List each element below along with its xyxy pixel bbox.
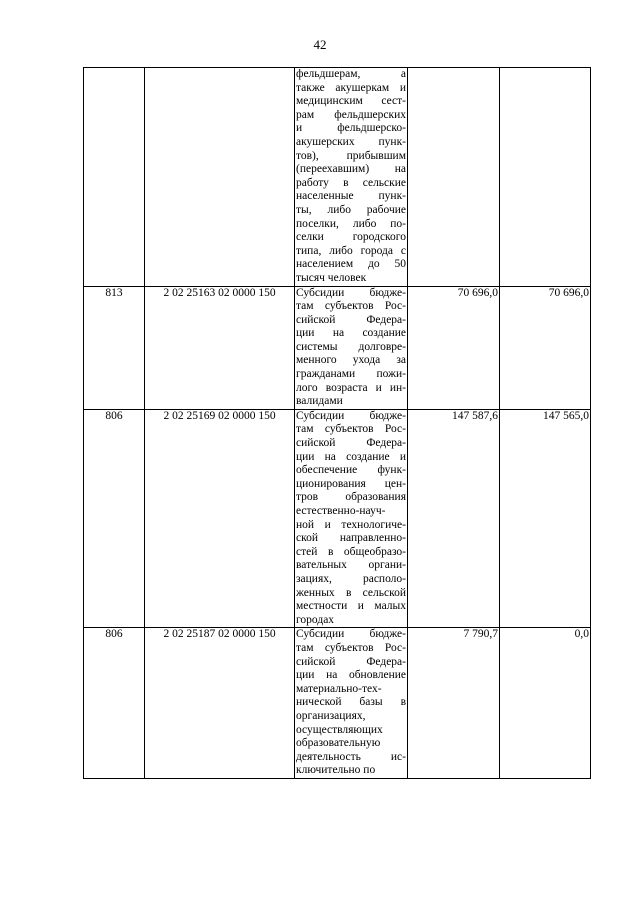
income-name-line: образовательную: [296, 737, 381, 750]
income-name-line: населением до 50: [296, 258, 406, 271]
income-name-line: обеспечение функ-: [296, 464, 406, 477]
income-name-cell: [295, 286, 408, 409]
income-name-line: поселки, либо по-: [296, 217, 406, 230]
income-name-line: населенные пунк-: [296, 190, 406, 203]
income-name-line: деятельность ис-: [296, 750, 406, 763]
amount-2-cell: 70 696,0: [500, 286, 591, 409]
admin-code-cell: 806: [84, 409, 145, 628]
admin-code-cell: [84, 68, 145, 287]
income-name-line: Субсидии бюдже-: [296, 628, 406, 641]
income-name-line: там субъектов Рос-: [296, 641, 406, 654]
income-name-line: естественно-науч-: [296, 505, 386, 517]
income-name-line: Субсидии бюдже-: [296, 286, 406, 299]
income-name-line: акушерских пунк-: [296, 135, 406, 148]
income-name-line: там субъектов Рос-: [296, 300, 406, 313]
income-name-line: гражданами пожи-: [296, 368, 406, 381]
income-name-line: (переехавшим) на: [296, 163, 406, 176]
income-name-line: сийской Федера-: [296, 313, 406, 326]
amount-1-cell: 7 790,7: [408, 628, 500, 779]
income-name-line: работу в сельские: [296, 176, 406, 189]
amount-1-cell: 147 587,6: [408, 409, 500, 628]
income-name-line: типа, либо города с: [296, 244, 406, 257]
income-name-line: ской направленно-: [296, 532, 406, 545]
income-name-line: материально-тех-: [296, 682, 382, 695]
income-name-cell: [295, 628, 408, 779]
income-name-line: там субъектов Рос-: [296, 423, 406, 436]
income-name-line: менного ухода за: [296, 354, 406, 367]
income-name-line: ции на создание и: [296, 450, 406, 463]
amount-2-cell: 147 565,0: [500, 409, 591, 628]
income-name-line: валидами: [296, 395, 343, 408]
budget-table: [83, 67, 591, 779]
income-name-line: ключительно по: [296, 764, 376, 777]
income-name-line: Субсидии бюдже-: [296, 409, 406, 422]
income-name-line: тов), прибывшим: [296, 149, 406, 162]
income-name-line: фельдшерам, а: [296, 68, 406, 80]
amount-2-cell: 0,0: [500, 628, 591, 779]
income-name-line: местности и малых: [296, 600, 406, 613]
table-row: [84, 409, 591, 628]
table-body: [84, 68, 591, 779]
income-name-line: вательных органи-: [296, 559, 406, 572]
income-name-cell: [295, 409, 408, 628]
budget-classification-code-cell: 2 02 25187 02 0000 150: [145, 628, 295, 779]
budget-classification-code-cell: 2 02 25169 02 0000 150: [145, 409, 295, 628]
income-name-line: и фельдшерско-: [296, 122, 406, 135]
income-name-line: женных в сельской: [296, 586, 406, 599]
income-name-line: ции на обновление: [296, 669, 406, 682]
table-row: [84, 286, 591, 409]
table-row: [84, 68, 591, 287]
income-name-line: сийской Федера-: [296, 655, 406, 668]
income-name-line: лого возраста и ин-: [296, 381, 406, 394]
page-number: 42: [313, 37, 327, 52]
income-name-line: ции на создание: [296, 327, 406, 340]
income-name-line: ты, либо рабочие: [296, 203, 406, 216]
admin-code-cell: 806: [84, 628, 145, 779]
income-name-line: тысяч человек: [296, 271, 367, 284]
income-name-line: медицинским сест-: [296, 95, 406, 108]
income-name-line: городах: [296, 613, 335, 626]
budget-classification-code-cell: [145, 68, 295, 287]
income-name-line: ной и технологиче-: [296, 518, 406, 531]
income-name-line: также акушеркам и: [296, 81, 406, 94]
amount-2-cell: [500, 68, 591, 287]
income-name-line: системы долговре-: [296, 340, 406, 353]
income-name-line: зациях, располо-: [296, 572, 406, 585]
income-name-line: ционирования цен-: [296, 477, 406, 490]
income-name-line: стей в общеобразо-: [296, 545, 406, 558]
income-name-line: селки городского: [296, 231, 406, 244]
income-name-line: рам фельдшерских: [296, 108, 406, 121]
income-name-line: тров образования: [296, 491, 406, 504]
income-name-cell: [295, 68, 408, 287]
table-row: [84, 628, 591, 779]
amount-1-cell: 70 696,0: [408, 286, 500, 409]
income-name-line: нической базы в: [296, 696, 406, 709]
income-name-line: осуществляющих: [296, 723, 383, 736]
amount-1-cell: [408, 68, 500, 287]
admin-code-cell: 813: [84, 286, 145, 409]
income-name-line: сийской Федера-: [296, 437, 406, 450]
income-name-line: организациях,: [296, 709, 366, 722]
budget-classification-code-cell: 2 02 25163 02 0000 150: [145, 286, 295, 409]
